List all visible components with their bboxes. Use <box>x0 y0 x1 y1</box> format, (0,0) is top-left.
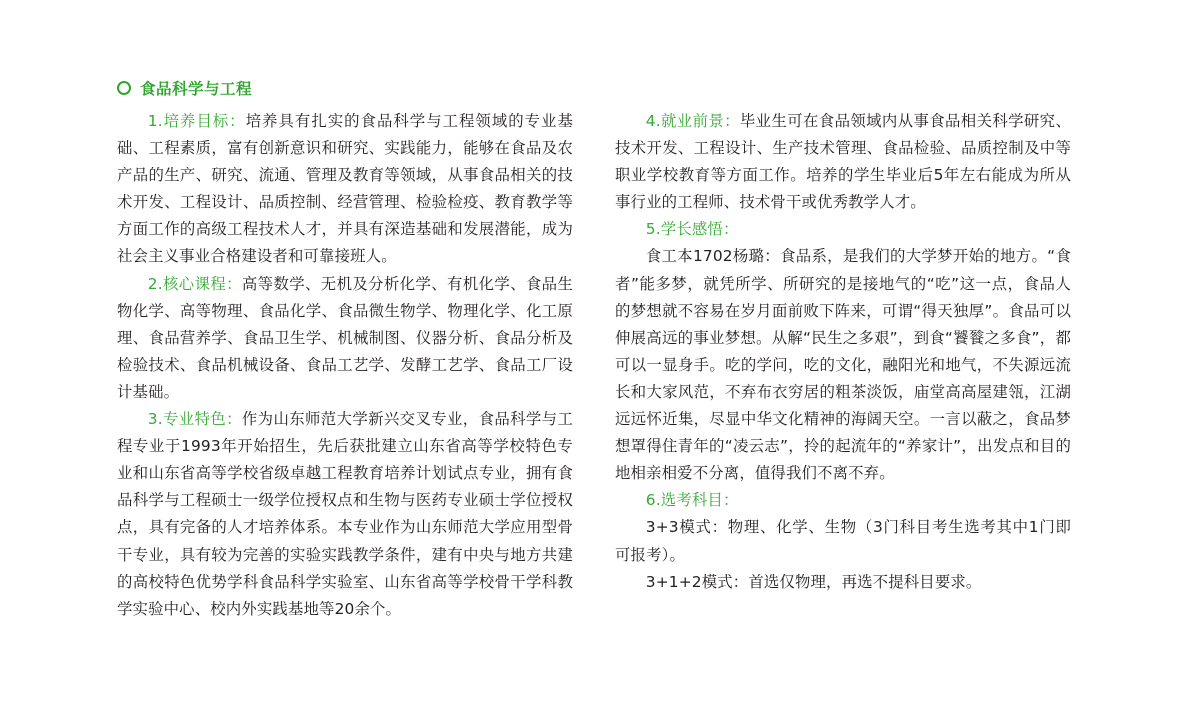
right-column <box>615 108 1071 596</box>
circle-bullet-icon <box>117 81 131 95</box>
body-core-courses: 高等数学、无机及分析化学、有机化学、食品生物化学、高等物理、食品化学、食品微生物学、物理化学、化工原理、食品营养学、食品卫生学、机械制图、仪器分析、食品分析及检验技术、食品机械设备、食品工艺学、发酵工艺学、食品工厂设计基础。 <box>117 274 573 401</box>
left-column <box>117 108 573 623</box>
section-title: 食品科学与工程 <box>140 80 253 98</box>
body-mode-3-3: 3+3模式：物理、化学、生物（3门科目考生选考其中1门即可报考）。 <box>615 518 1071 564</box>
body-major-features: 作为山东师范大学新兴交叉专业，食品科学与工程专业于1993年开始招生，先后获批建立山东省高等学校特色专业和山东省高等学校省级卓越工程教育培养计划试点专业，拥有食品科学与工程硕士一级学位授权点和生物与医药专业硕士学位授权点，具有完备的人才培养体系。本专业作为山东师范大学应用型骨干专业，具有较为完善的实验实践教学条件，建有中央与地方共建的高校特色优势学科食品科学实验室、山东省高等学校骨干学科教学实验中心、校内外实践基地等20余个。 <box>117 410 573 618</box>
heading-major-features: 3.专业特色： <box>147 410 242 429</box>
body-training-goal: 培养具有扎实的食品科学与工程领域的专业基础、工程素质，富有创新意识和研究、实践能力，能够在食品及农产品的生产、研究、流通、管理及教育等领域，从事食品相关的技术开发、工程设计、品质控制、经营管理、检验检疫、教育教学等方面工作的高级工程技术人才，并具有深造基础和发展潜能，成为社会主义事业合格建设者和可靠接班人。 <box>117 112 573 266</box>
paragraph-senior-reflections <box>615 243 1071 487</box>
heading-training-goal: 1.培养目标： <box>147 112 246 130</box>
body-senior-reflections: 食工本1702杨璐：食品系，是我们的大学梦开始的地方。“食者”能多梦，就凭所学、所研究的是接地气的“吃”这一点，食品人的梦想就不容易在岁月面前败下阵来，可谓“得天独厚”。食品可以伸展高远的事业梦想。从解“民生之多艰”，到食“饕餮之多食”，都可以一显身手。吃的学问，吃的文化，融阳光和地气，不失源远流长和大家风范，不弃布衣穷居的粗茶淡饭，庙堂高高屋建瓴，江湖远远怀近集，尽显中华文化精神的海阔天空。一言以蔽之，食品梦想罩得住青年的“凌云志”，拎的起流年的“养家计”，出发点和目的地相亲相爱不分离，值得我们不离不弃。 <box>615 247 1071 483</box>
paragraph-mode-3-3 <box>615 514 1071 568</box>
paragraph-training-goal <box>117 108 573 271</box>
body-mode-3-1-2: 3+1+2模式：首选仅物理，再选不提科目要求。 <box>645 572 982 591</box>
section-title-row <box>117 76 252 100</box>
heading-elective-subjects: 6.选考科目： <box>645 491 739 510</box>
heading-core-courses: 2.核心课程： <box>147 274 242 293</box>
paragraph-major-features <box>117 406 573 623</box>
heading-career-prospects: 4.就业前景： <box>645 112 740 130</box>
paragraph-core-courses <box>117 271 573 406</box>
heading-senior-reflections: 5.学长感悟： <box>645 220 739 239</box>
body-career-prospects: 毕业生可在食品领域内从事食品相关科学研究、技术开发、工程设计、生产技术管理、食品检验、品质控制及中等职业学校教育等方面工作。培养的学生毕业后5年左右能成为所从事行业的工程师、技术骨干或优秀教学人才。 <box>615 112 1071 212</box>
paragraph-mode-3-1-2 <box>615 569 1071 596</box>
paragraph-senior-reflections-heading <box>615 216 1071 243</box>
paragraph-career-prospects <box>615 108 1071 216</box>
paragraph-elective-subjects-heading <box>615 487 1071 514</box>
